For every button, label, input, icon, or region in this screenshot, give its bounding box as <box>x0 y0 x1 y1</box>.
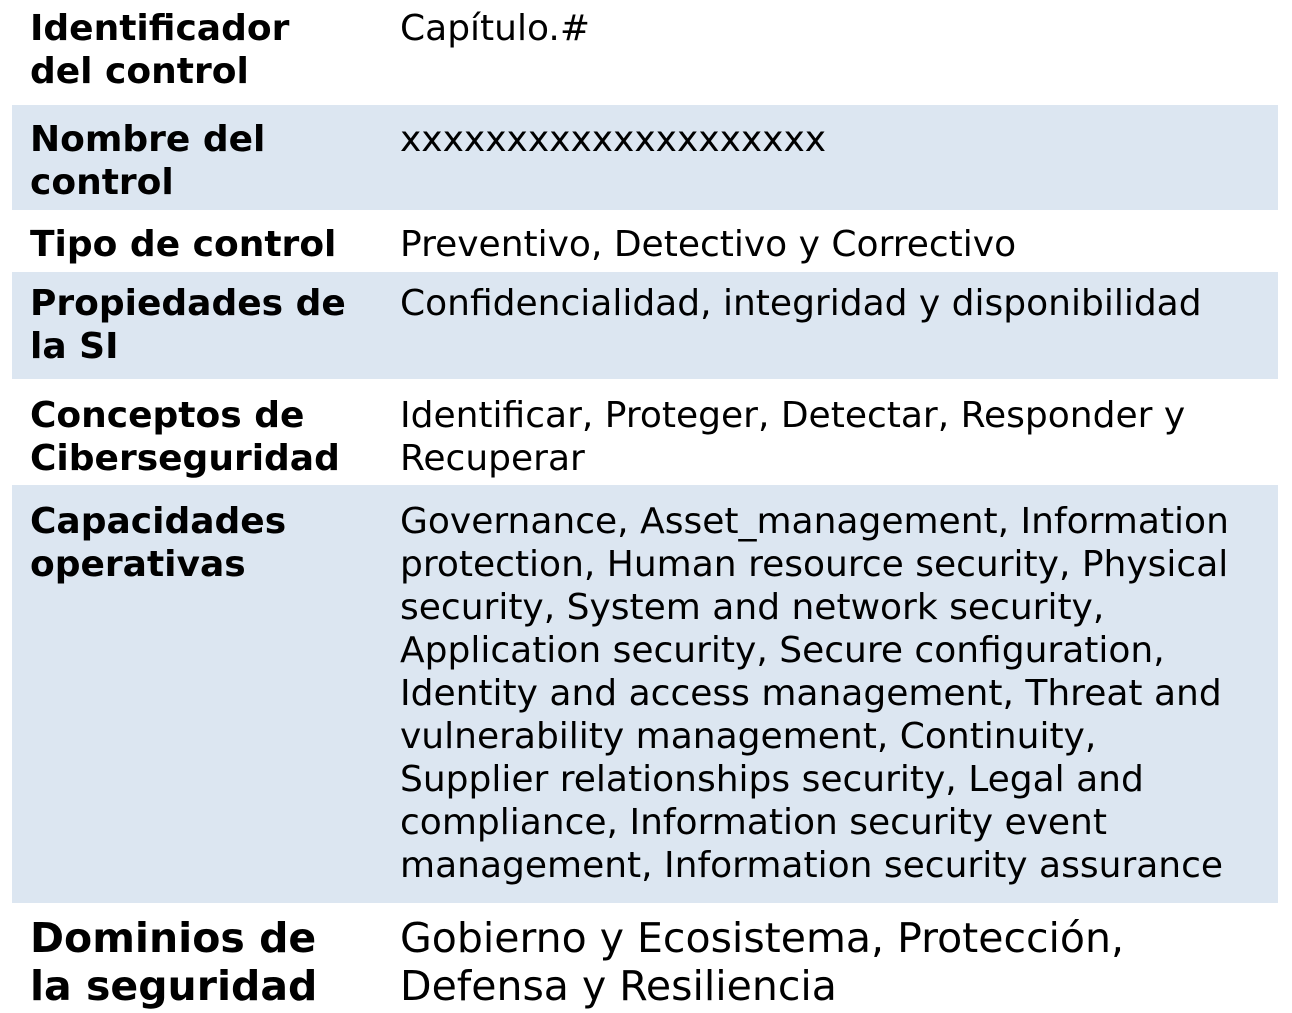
row-value: Identificar, Proteger, Detectar, Responder y Recuperar <box>400 395 1186 479</box>
control-attributes-table <box>12 0 1278 1013</box>
row-label: Nombre del control <box>30 119 266 203</box>
row-conceptos <box>12 379 1278 485</box>
row-label: Identificador del control <box>30 8 290 92</box>
row-value: Confidencialidad, integridad y disponibilidad <box>400 283 1202 324</box>
row-value: Preventivo, Detectivo y Correctivo <box>400 224 1017 265</box>
row-value: xxxxxxxxxxxxxxxxxxxx <box>400 119 827 160</box>
row-dominios <box>12 903 1278 1013</box>
row-label: Dominios de la seguridad <box>30 914 318 1010</box>
row-nombre <box>12 105 1278 210</box>
row-identificador <box>12 0 1278 105</box>
row-value: Governance, Asset_management, Information protection, Human resource security, Physical security, System and network security, Application security, Secure configuration, Identity and access management, Threat and vulnerability management, Continuity, Supplier relationships security, Legal and compliance, Information security event management, Information security assurance <box>400 501 1229 886</box>
row-propiedades <box>12 272 1278 379</box>
row-label: Capacidades operativas <box>30 501 287 585</box>
row-tipo <box>12 210 1278 272</box>
row-value: Gobierno y Ecosistema, Protección, Defensa y Resiliencia <box>400 914 1125 1010</box>
row-label: Tipo de control <box>30 224 337 265</box>
row-label: Propiedades de la SI <box>30 283 346 367</box>
row-capacidades <box>12 485 1278 903</box>
row-label: Conceptos de Ciberseguridad <box>30 395 340 479</box>
row-value: Capítulo.# <box>400 8 590 49</box>
